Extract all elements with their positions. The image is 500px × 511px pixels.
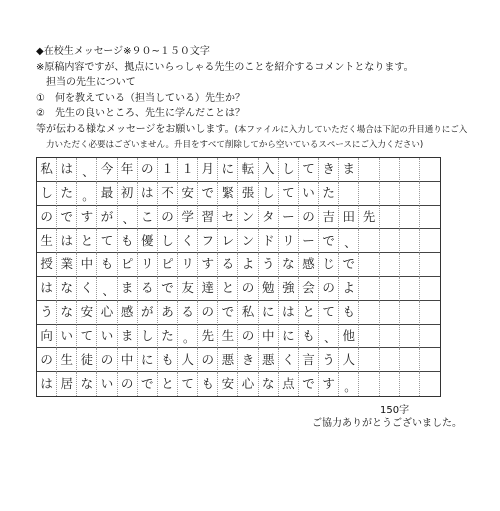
grid-cell — [400, 158, 420, 182]
grid-cell: 達 — [198, 277, 218, 301]
grid-cell: 生 — [218, 325, 238, 349]
grid-cell: に — [138, 348, 158, 372]
grid-cell — [359, 372, 379, 396]
grid-cell: の — [37, 348, 57, 372]
grid-cell: う — [37, 301, 57, 325]
grid-cell: と — [77, 229, 97, 253]
grid-cell: て — [77, 325, 97, 349]
grid-cell: ン — [238, 206, 258, 230]
grid-cell: よ — [339, 277, 359, 301]
grid-cell: の — [319, 277, 339, 301]
grid-cell: の — [198, 301, 218, 325]
grid-cell: 最 — [97, 182, 117, 206]
grid-char: 、 — [122, 212, 135, 227]
request-note-cont: 力いただく必要はございません。升目をすべて削除してから空いているスペースにご入力ください) — [46, 140, 424, 150]
grid-cell — [420, 325, 440, 349]
grid-cell — [380, 229, 400, 253]
grid-cell: リ — [138, 253, 158, 277]
grid-cell — [380, 253, 400, 277]
grid-cell: 悪 — [218, 348, 238, 372]
grid-cell — [319, 325, 339, 349]
grid-char: 、 — [102, 283, 115, 298]
grid-cell: ー — [279, 206, 299, 230]
grid-cell — [359, 277, 379, 301]
grid-cell: で — [319, 229, 339, 253]
grid-cell: し — [138, 325, 158, 349]
grid-cell: 先 — [359, 206, 379, 230]
grid-cell: い — [299, 182, 319, 206]
grid-char: 。 — [183, 331, 196, 346]
grid-cell — [359, 158, 379, 182]
grid-cell: 安 — [77, 301, 97, 325]
grid-cell: の — [158, 206, 178, 230]
grid-cell: 中 — [259, 325, 279, 349]
question-1: ① 何を教えている（担当している）先生か？ — [36, 92, 245, 104]
grid-cell: い — [97, 372, 117, 396]
grid-cell: ピ — [158, 253, 178, 277]
grid-cell: な — [57, 277, 77, 301]
grid-cell — [420, 277, 440, 301]
grid-cell — [359, 348, 379, 372]
grid-cell: 友 — [178, 277, 198, 301]
grid-cell: 転 — [238, 158, 258, 182]
grid-cell: リ — [279, 229, 299, 253]
grid-cell: 私 — [238, 301, 258, 325]
grid-cell — [380, 372, 400, 396]
grid-cell: も — [97, 253, 117, 277]
grid-cell: ピ — [118, 253, 138, 277]
grid-cell — [400, 229, 420, 253]
grid-cell — [359, 325, 379, 349]
grid-cell — [420, 253, 440, 277]
grid-cell: き — [238, 348, 258, 372]
grid-cell: う — [259, 253, 279, 277]
grid-cell: 人 — [339, 348, 359, 372]
grid-cell — [420, 301, 440, 325]
grid-cell: 緊 — [218, 182, 238, 206]
grid-cell: じ — [319, 253, 339, 277]
grid-cell — [400, 301, 420, 325]
title-line: ◆在校生メッセージ※９０~１５０文字 — [36, 46, 210, 57]
grid-cell: 中 — [77, 253, 97, 277]
request-note: (本ファイルに入力していただく場合は下記の升目通りにご入 — [234, 124, 468, 135]
grid-cell — [400, 206, 420, 230]
grid-cell — [400, 253, 420, 277]
grid-cell: は — [57, 158, 77, 182]
grid-cell — [359, 301, 379, 325]
grid-cell: 心 — [97, 301, 117, 325]
grid-cell: に — [259, 301, 279, 325]
grid-cell: て — [178, 372, 198, 396]
grid-cell — [339, 229, 359, 253]
grid-cell: て — [319, 301, 339, 325]
grid-cell: ド — [259, 229, 279, 253]
grid-cell — [400, 348, 420, 372]
grid-cell: で — [158, 277, 178, 301]
grid-cell — [380, 158, 400, 182]
grid-cell: た — [57, 182, 77, 206]
request-line — [36, 122, 466, 139]
grid-char: 、 — [82, 164, 95, 179]
grid-char: 、 — [324, 331, 337, 346]
subject-line: 担当の先生について — [46, 77, 136, 88]
manuscript-grid — [36, 157, 441, 397]
grid-cell: も — [299, 325, 319, 349]
grid-cell: の — [238, 325, 258, 349]
grid-cell: が — [97, 206, 117, 230]
grid-cell: な — [279, 253, 299, 277]
grid-cell: 会 — [299, 277, 319, 301]
grid-cell — [339, 372, 359, 396]
grid-cell: で — [218, 301, 238, 325]
grid-cell: う — [319, 348, 339, 372]
grid-cell: も — [198, 372, 218, 396]
grid-cell: る — [178, 301, 198, 325]
grid-cell — [420, 158, 440, 182]
grid-cell: ま — [118, 325, 138, 349]
grid-cell: 生 — [57, 348, 77, 372]
grid-cell: リ — [178, 253, 198, 277]
grid-cell: も — [339, 301, 359, 325]
manuscript-cells — [37, 158, 440, 396]
grid-cell: で — [198, 182, 218, 206]
grid-cell: た — [319, 182, 339, 206]
grid-cell: し — [259, 182, 279, 206]
grid-cell: く — [77, 277, 97, 301]
grid-cell: す — [77, 206, 97, 230]
grid-cell: セ — [218, 206, 238, 230]
grid-cell: な — [77, 372, 97, 396]
grid-cell: こ — [138, 206, 158, 230]
grid-cell: レ — [218, 229, 238, 253]
grid-cell: は — [37, 372, 57, 396]
grid-cell: の — [37, 206, 57, 230]
grid-cell — [380, 301, 400, 325]
grid-cell: の — [118, 372, 138, 396]
grid-cell: る — [218, 253, 238, 277]
grid-cell: 田 — [339, 206, 359, 230]
grid-cell: て — [279, 182, 299, 206]
grid-cell: 心 — [238, 372, 258, 396]
grid-cell: す — [319, 372, 339, 396]
grid-cell: 点 — [279, 372, 299, 396]
question-2: ② 先生の良いところ、先生に学んだことは？ — [36, 108, 245, 119]
grid-cell — [118, 206, 138, 230]
grid-cell: 年 — [118, 158, 138, 182]
grid-cell — [178, 325, 198, 349]
grid-cell: ま — [118, 277, 138, 301]
grid-cell: と — [158, 372, 178, 396]
grid-cell: が — [138, 301, 158, 325]
grid-cell — [400, 325, 420, 349]
grid-cell — [380, 206, 400, 230]
grid-cell — [77, 158, 97, 182]
grid-cell: 初 — [118, 182, 138, 206]
grid-cell: に — [279, 325, 299, 349]
grid-cell: 先 — [198, 325, 218, 349]
grid-cell — [97, 277, 117, 301]
grid-cell: し — [279, 158, 299, 182]
grid-cell: た — [158, 325, 178, 349]
grid-cell: 人 — [178, 348, 198, 372]
grid-cell — [400, 277, 420, 301]
grid-cell: る — [138, 277, 158, 301]
grid-cell: な — [57, 301, 77, 325]
grid-cell: 今 — [97, 158, 117, 182]
grid-cell: の — [198, 348, 218, 372]
grid-char: 。 — [344, 379, 357, 394]
grid-cell: い — [97, 325, 117, 349]
grid-cell: 向 — [37, 325, 57, 349]
grid-cell: 学 — [178, 206, 198, 230]
grid-cell: の — [138, 158, 158, 182]
grid-cell — [400, 182, 420, 206]
grid-cell: し — [37, 182, 57, 206]
grid-cell: 言 — [299, 348, 319, 372]
grid-cell: と — [218, 277, 238, 301]
grid-cell: す — [198, 253, 218, 277]
grid-cell: 強 — [279, 277, 299, 301]
grid-cell: 業 — [57, 253, 77, 277]
grid-cell: 不 — [158, 182, 178, 206]
grid-cell: く — [178, 229, 198, 253]
grid-cell: ま — [339, 158, 359, 182]
grid-cell: で — [299, 372, 319, 396]
grid-cell: は — [37, 277, 57, 301]
grid-cell: も — [158, 348, 178, 372]
grid-cell: の — [97, 348, 117, 372]
grid-cell: タ — [259, 206, 279, 230]
grid-cell — [380, 277, 400, 301]
grid-cell: フ — [198, 229, 218, 253]
grid-cell: は — [138, 182, 158, 206]
grid-cell: 感 — [118, 301, 138, 325]
grid-cell: の — [299, 206, 319, 230]
grid-cell — [420, 348, 440, 372]
grid-cell: よ — [238, 253, 258, 277]
grid-cell: 習 — [198, 206, 218, 230]
thanks-message: ご協力ありがとうございました。 — [312, 418, 462, 429]
grid-cell: 徒 — [77, 348, 97, 372]
grid-cell: １ — [158, 158, 178, 182]
grid-cell: で — [57, 206, 77, 230]
grid-cell: 他 — [339, 325, 359, 349]
grid-cell: て — [299, 158, 319, 182]
grid-cell: て — [97, 229, 117, 253]
grid-cell — [380, 325, 400, 349]
grid-cell — [380, 348, 400, 372]
grid-cell — [77, 182, 97, 206]
grid-cell: ン — [238, 229, 258, 253]
grid-cell — [420, 182, 440, 206]
grid-cell: く — [279, 348, 299, 372]
grid-cell: 張 — [238, 182, 258, 206]
grid-cell: 勉 — [259, 277, 279, 301]
note-line: ※原稿内容ですが、拠点にいらっしゃる先生のことを紹介するコメントとなります。 — [36, 61, 414, 73]
grid-cell: と — [299, 301, 319, 325]
grid-cell: ー — [299, 229, 319, 253]
grid-cell — [420, 372, 440, 396]
grid-cell: 入 — [259, 158, 279, 182]
grid-cell: 優 — [138, 229, 158, 253]
grid-cell: で — [138, 372, 158, 396]
grid-cell — [380, 182, 400, 206]
instructions-header — [36, 44, 466, 154]
grid-cell: 吉 — [319, 206, 339, 230]
grid-cell: き — [319, 158, 339, 182]
grid-cell: 授 — [37, 253, 57, 277]
grid-cell: の — [238, 277, 258, 301]
grid-cell — [400, 372, 420, 396]
grid-cell: い — [57, 325, 77, 349]
grid-cell: も — [118, 229, 138, 253]
grid-cell — [420, 206, 440, 230]
grid-cell: は — [279, 301, 299, 325]
grid-cell: 感 — [299, 253, 319, 277]
character-count: 150字 — [380, 405, 410, 416]
grid-cell — [359, 253, 379, 277]
grid-cell: し — [158, 229, 178, 253]
grid-cell: 悪 — [259, 348, 279, 372]
grid-cell: 月 — [198, 158, 218, 182]
grid-cell: な — [259, 372, 279, 396]
request-main: 等が伝わる様なメッセージをお願いします。 — [36, 123, 235, 135]
grid-cell: あ — [158, 301, 178, 325]
grid-cell: 生 — [37, 229, 57, 253]
grid-cell: １ — [178, 158, 198, 182]
grid-cell — [359, 182, 379, 206]
grid-cell: 安 — [218, 372, 238, 396]
grid-cell — [420, 229, 440, 253]
grid-cell: 居 — [57, 372, 77, 396]
grid-char: 、 — [344, 236, 357, 251]
grid-cell — [359, 229, 379, 253]
grid-cell: に — [218, 158, 238, 182]
grid-cell: 中 — [118, 348, 138, 372]
grid-cell: で — [339, 253, 359, 277]
grid-char: 。 — [82, 188, 95, 203]
grid-cell: は — [57, 229, 77, 253]
grid-cell — [339, 182, 359, 206]
grid-cell: 私 — [37, 158, 57, 182]
grid-cell: 安 — [178, 182, 198, 206]
